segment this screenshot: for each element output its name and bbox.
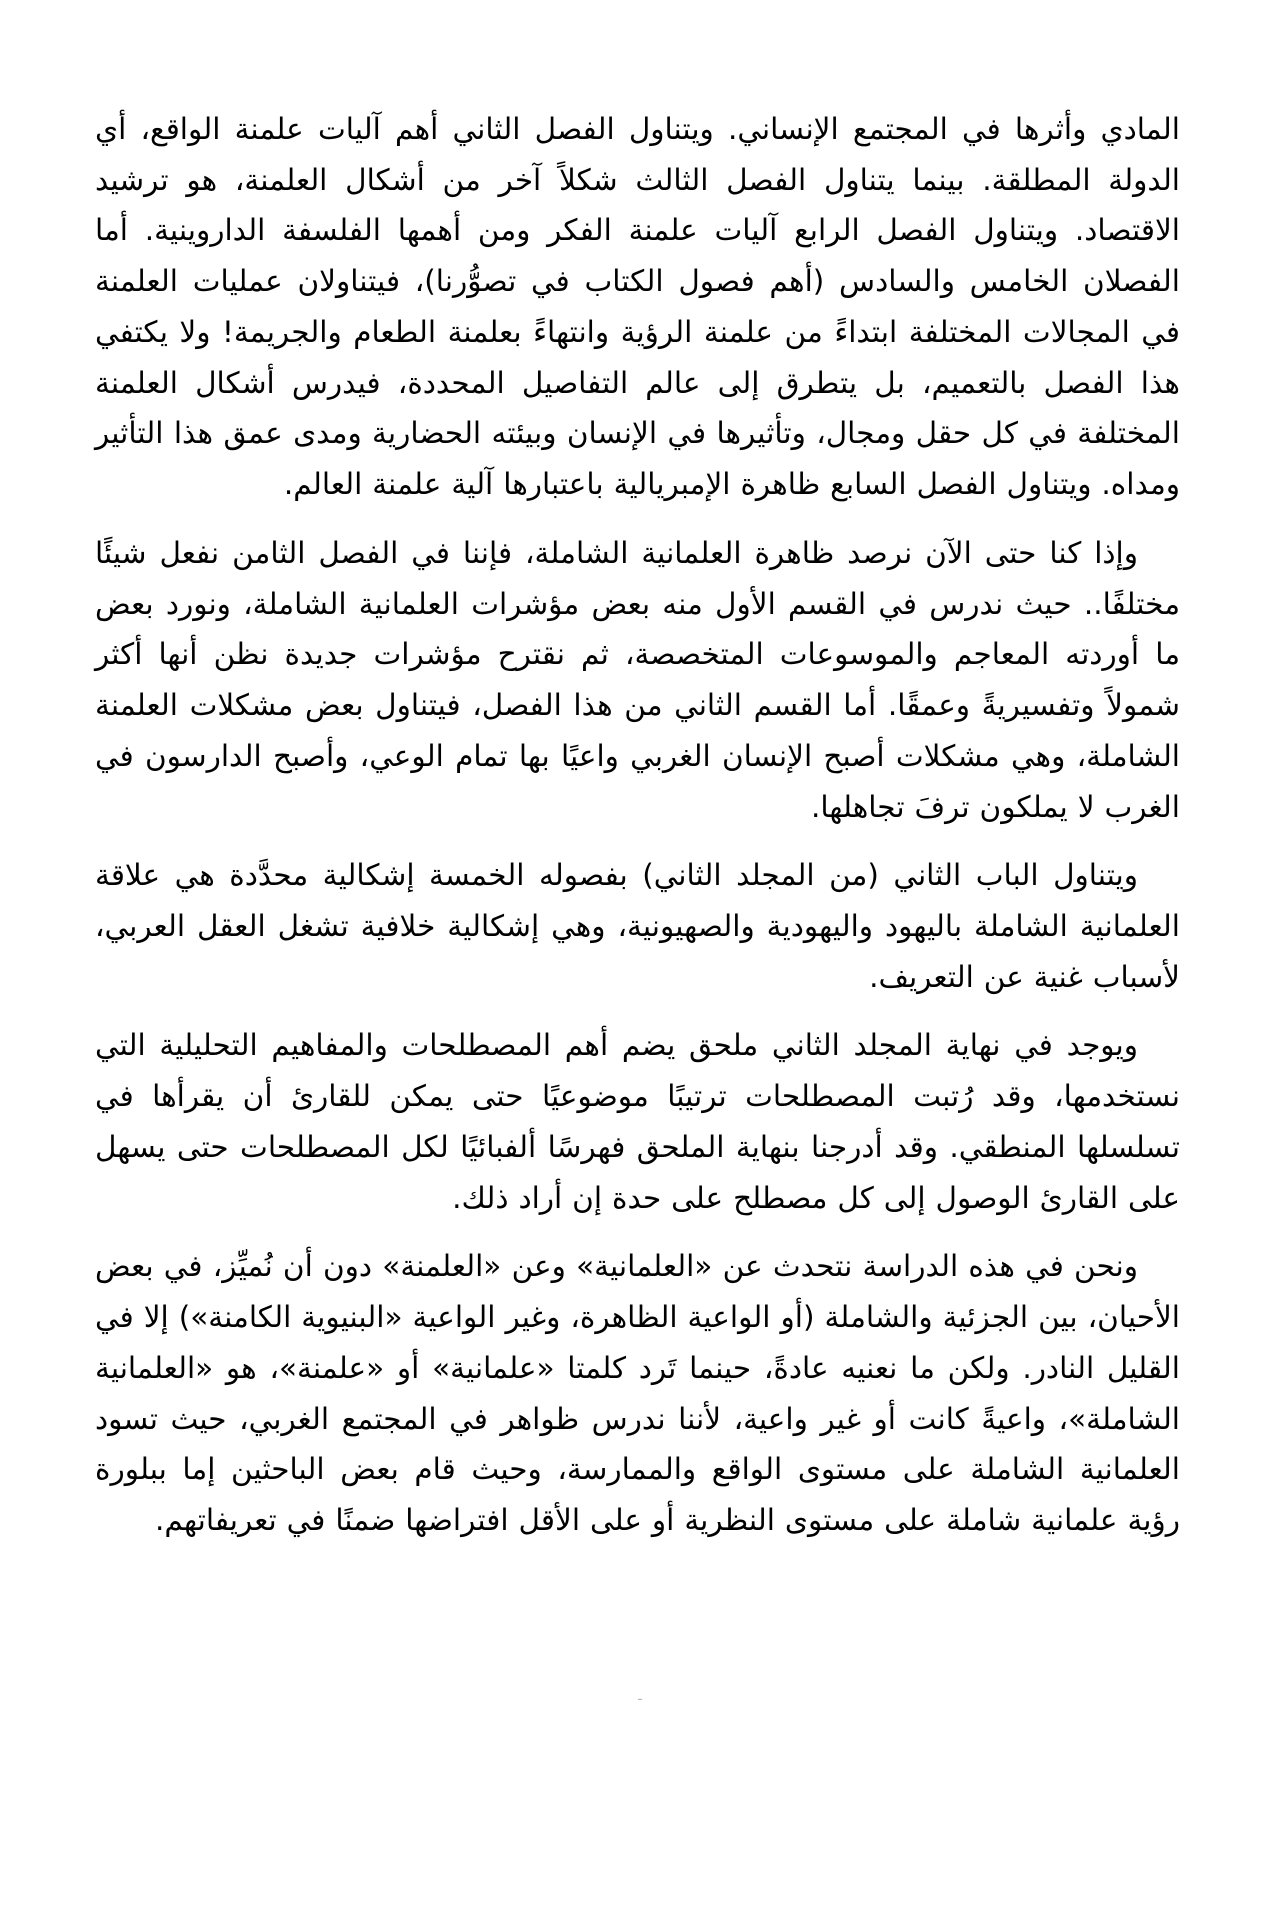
paragraph-2: وإذا كنا حتى الآن نرصد ظاهرة العلمانية الشاملة، فإننا في الفصل الثامن نفعل شيئًا مختلفًا.. حيث ندرس في القسم الأول منه بعض مؤشرات العلمانية الشاملة، ونورد بعض ما أوردته المعاجم والموسوعات المتخصصة، ثم نقترح مؤشرات جديدة نظن أنها أكثر شمولاً وتفسيريةً وعمقًا. أما القسم الثاني من هذا الفصل، فيتناول بعض مشكلات العلمنة الشاملة، وهي مشكلات أصبح الإنسان الغربي واعيًا بها تمام الوعي، وأصبح الدارسون في الغرب لا يملكون ترفَ تجاهلها. [95,535,1180,824]
page-bottom-artifact: ـ [638,1689,642,1704]
paragraph-4: ويوجد في نهاية المجلد الثاني ملحق يضم أهم المصطلحات والمفاهيم التحليلية التي نستخدمها، وقد رُتبت المصطلحات ترتيبًا موضوعيًا حتى يمكن للقارئ أن يقرأها في تسلسلها المنطقي. وقد أدرجنا بنهاية الملحق فهرسًا ألفبائيًا لكل المصطلحات حتى يسهل على القارئ الوصول إلى كل مصطلح على حدة إن أراد ذلك. [95,1028,1180,1215]
paragraph-5: ونحن في هذه الدراسة نتحدث عن «العلمانية» وعن «العلمنة» دون أن نُميِّز، في بعض الأحيان، بين الجزئية والشاملة (أو الواعية الظاهرة، وغير الواعية «البنيوية الكامنة») إلا في القليل النادر. ولكن ما نعنيه عادةً، حينما تَرد كلمتا «علمانية» أو «علمنة»، هو «العلمانية الشاملة»، واعيةً كانت أو غير واعية، لأننا ندرس ظواهر في المجتمع الغربي، حيث تسود العلمانية الشاملة على مستوى الواقع والممارسة، وحيث قام بعض الباحثين إما ببلورة رؤية علمانية شاملة على مستوى النظرية أو على الأقل افتراضها ضمنًا في تعريفاتهم. [95,1249,1180,1538]
paragraph-1: المادي وأثرها في المجتمع الإنساني. ويتناول الفصل الثاني أهم آليات علمنة الواقع، أي الدولة المطلقة. بينما يتناول الفصل الثالث شكلاً آخر من أشكال العلمنة، هو ترشيد الاقتصاد. ويتناول الفصل الرابع آليات علمنة الفكر ومن أهمها الفلسفة الداروينية. أما الفصلان الخامس والسادس (أهم فصول الكتاب في تصوُّرنا)، فيتناولان عمليات العلمنة في المجالات المختلفة ابتداءً من علمنة الرؤية وانتهاءً بعلمنة الطعام والجريمة! ولا يكتفي هذا الفصل بالتعميم، بل يتطرق إلى عالم التفاصيل المحددة، فيدرس أشكال العلمنة المختلفة في كل حقل ومجال، وتأثيرها في الإنسان وبيئته الحضارية ومدى عمق هذا التأثير ومداه. ويتناول الفصل السابع ظاهرة الإمبريالية باعتبارها آلية علمنة العالم. [95,112,1180,502]
paragraph-3: ويتناول الباب الثاني (من المجلد الثاني) بفصوله الخمسة إشكالية محدَّدة هي علاقة العلمانية الشاملة باليهود واليهودية والصهيونية، وهي إشكالية خلافية تشغل العقل العربي، لأسباب غنية عن التعريف. [95,858,1180,994]
body-text-column [95,104,1180,1546]
